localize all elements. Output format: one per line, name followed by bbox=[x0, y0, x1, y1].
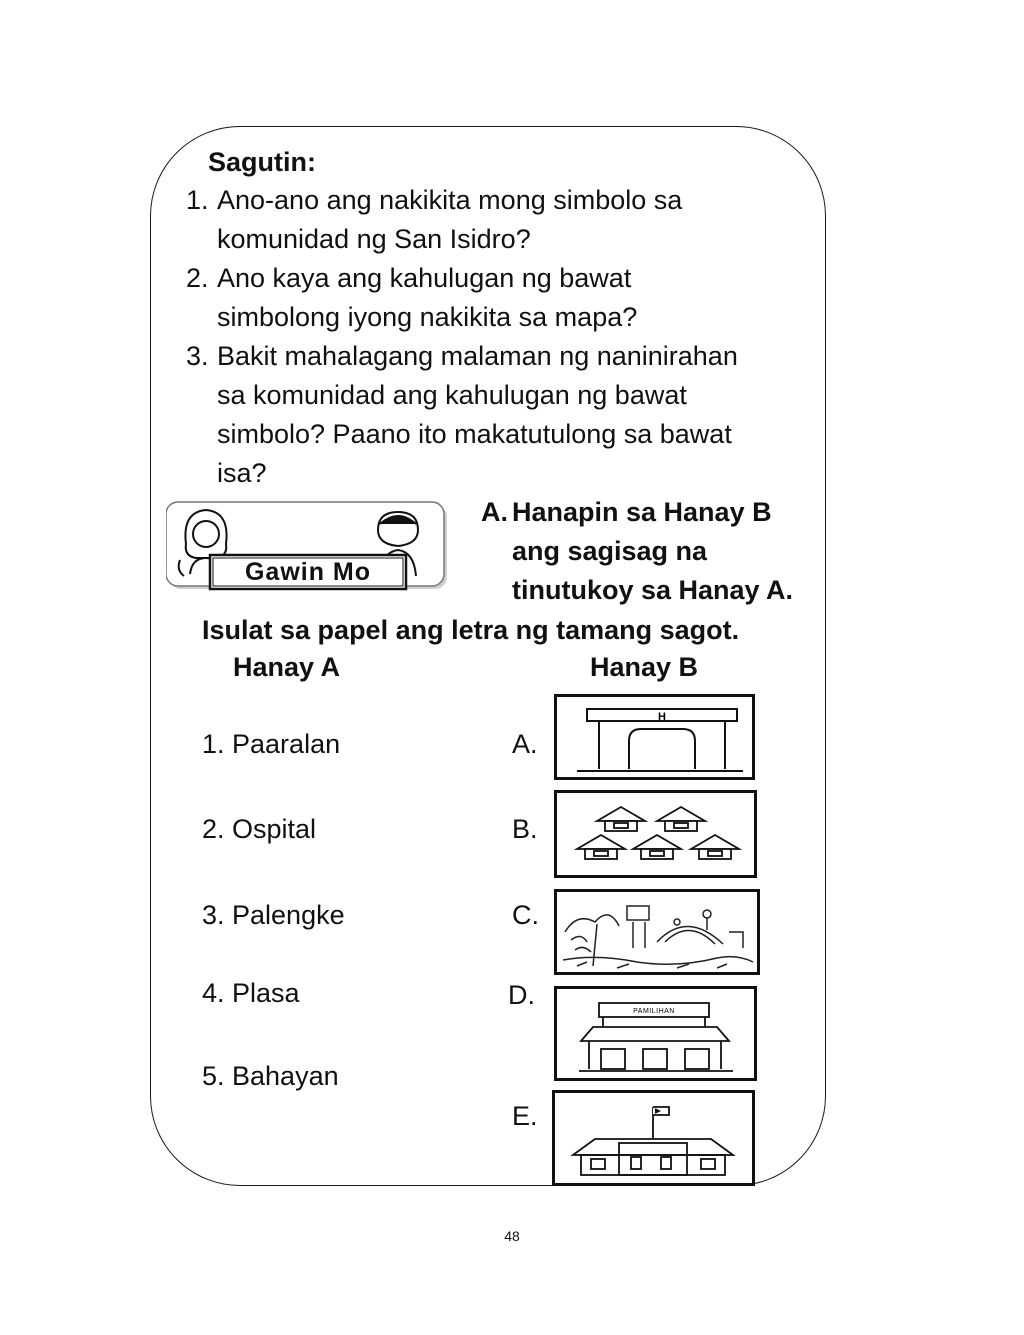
answer-box-d bbox=[554, 986, 757, 1081]
activity-a-marker: A. bbox=[481, 497, 508, 527]
plaza-park-icon bbox=[557, 892, 757, 972]
market-icon bbox=[557, 989, 754, 1078]
activity-a-line-2: ang sagisag na bbox=[512, 536, 708, 566]
gawin-mo-badge bbox=[166, 500, 450, 593]
activity-a-line-3: tinutukoy sa Hanay A. bbox=[512, 575, 794, 605]
hanay-b-letter-c: C. bbox=[512, 900, 539, 930]
question-1-line-2: komunidad ng San Isidro? bbox=[217, 224, 531, 254]
question-3-line-1: Bakit mahalagang malaman ng naninirahan bbox=[217, 341, 738, 371]
page-number: 48 bbox=[504, 1228, 520, 1244]
activity-instruction: Isulat sa papel ang letra ng tamang sagot. bbox=[202, 615, 740, 645]
hanay-b-letter-a: A. bbox=[512, 729, 538, 759]
school-icon bbox=[555, 1093, 752, 1183]
hanay-b-letter-e: E. bbox=[512, 1101, 538, 1131]
hanay-b-letter-b: B. bbox=[512, 814, 538, 844]
hanay-a-header: Hanay A bbox=[233, 652, 341, 682]
answer-box-e bbox=[552, 1090, 755, 1186]
hanay-b-letter-d: D. bbox=[508, 980, 535, 1010]
hanay-b-header: Hanay B bbox=[590, 652, 699, 682]
hospital-icon bbox=[557, 697, 752, 777]
question-3-line-2: sa komunidad ang kahulugan ng bawat bbox=[217, 380, 687, 410]
houses-icon bbox=[557, 793, 754, 875]
question-3-number: 3. bbox=[186, 341, 209, 371]
hanay-a-item-2: 2. Ospital bbox=[202, 814, 317, 844]
hanay-a-item-5: 5. Bahayan bbox=[202, 1061, 339, 1091]
question-2-line-2: simbolong iyong nakikita sa mapa? bbox=[217, 302, 638, 332]
question-3-line-3: simbolo? Paano ito makatutulong sa bawat bbox=[217, 419, 732, 449]
gawin-mo-label: Gawin Mo bbox=[244, 558, 372, 586]
answer-box-c bbox=[554, 889, 760, 975]
sagutin-title: Sagutin: bbox=[208, 147, 316, 177]
hanay-a-item-1: 1. Paaralan bbox=[202, 729, 341, 759]
hospital-sign: H bbox=[658, 711, 666, 723]
question-1-number: 1. bbox=[186, 185, 209, 215]
question-2-line-1: Ano kaya ang kahulugan ng bawat bbox=[217, 263, 632, 293]
activity-a-line-1: Hanapin sa Hanay B bbox=[512, 497, 772, 527]
market-sign: PAMILIHAN bbox=[633, 1008, 675, 1015]
question-2-number: 2. bbox=[186, 263, 209, 293]
question-1-line-1: Ano-ano ang nakikita mong simbolo sa bbox=[217, 185, 683, 215]
question-3-line-4: isa? bbox=[217, 458, 267, 488]
hanay-a-item-3: 3. Palengke bbox=[202, 900, 345, 930]
answer-box-b bbox=[554, 790, 757, 878]
answer-box-a bbox=[554, 694, 755, 780]
hanay-a-item-4: 4. Plasa bbox=[202, 978, 300, 1008]
